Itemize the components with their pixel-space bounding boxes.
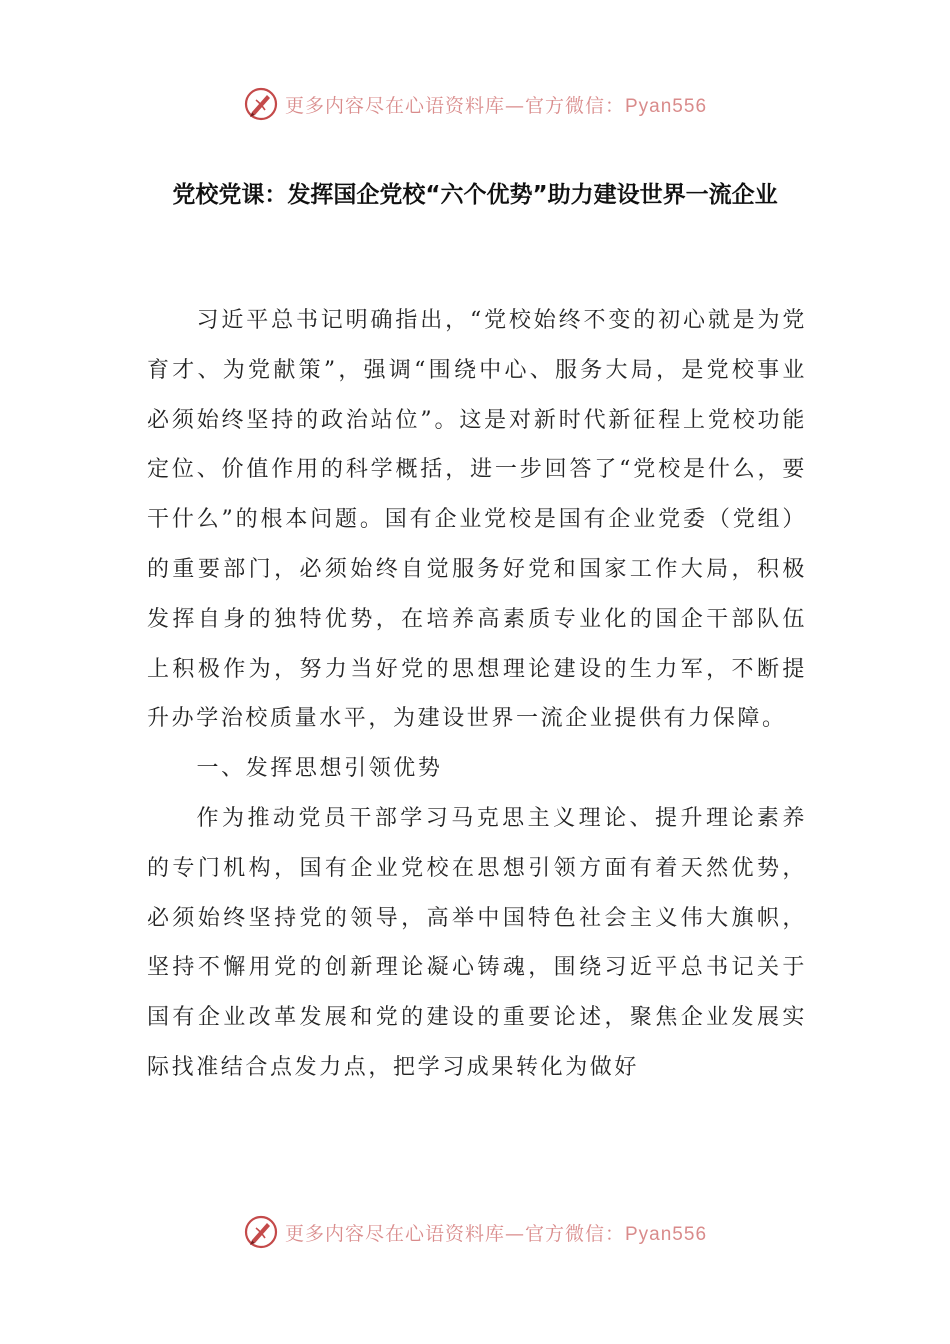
watermark-wechat-id: Pyan556 bbox=[625, 95, 708, 117]
watermark-text: 更多内容尽在心语资料库—官方微信：Pyan556 bbox=[284, 94, 708, 117]
watermark-wechat-id: Pyan556 bbox=[625, 1223, 708, 1245]
document-title: 党校党课：发挥国企党校“六个优势”助力建设世界一流企业 bbox=[172, 182, 778, 208]
header-watermark bbox=[0, 84, 950, 124]
pen-logo-icon bbox=[243, 1214, 279, 1250]
body-paragraph: 作为推动党员干部学习马克思主义理论、提升理论素养的专门机构，国有企业党校在思想引领方面有着天然优势，必须始终坚持党的领导，高举中国特色社会主义伟大旗帜，坚持不懈用党的创新理论凝心铸魂，围绕习近平总书记关于国有企业改革发展和党的建设的重要论述，聚焦企业发展实际找准结合点发力点，把学习成果转化为做好 bbox=[147, 805, 807, 1080]
document-body bbox=[147, 296, 807, 1093]
pen-logo-icon bbox=[243, 86, 279, 122]
watermark-text: 更多内容尽在心语资料库—官方微信：Pyan556 bbox=[284, 1222, 708, 1245]
intro-paragraph: 习近平总书记明确指出，“党校始终不变的初心就是为党育才、为党献策”，强调“围绕中心、服务大局，是党校事业必须始终坚持的政治站位”。这是对新时代新征程上党校功能定位、价值作用的科学概括，进一步回答了“党校是什么，要干什么”的根本问题。国有企业党校是国有企业党委（党组）的重要部门，必须始终自觉服务好党和国家工作大局，积极发挥自身的独特优势，在培养高素质专业化的国企干部队伍上积极作为，努力当好党的思想理论建设的生力军，不断提升办学治校质量水平，为建设世界一流企业提供有力保障。 bbox=[147, 308, 807, 732]
section-heading: 一、发挥思想引领优势 bbox=[196, 756, 443, 782]
footer-watermark bbox=[0, 1212, 950, 1252]
